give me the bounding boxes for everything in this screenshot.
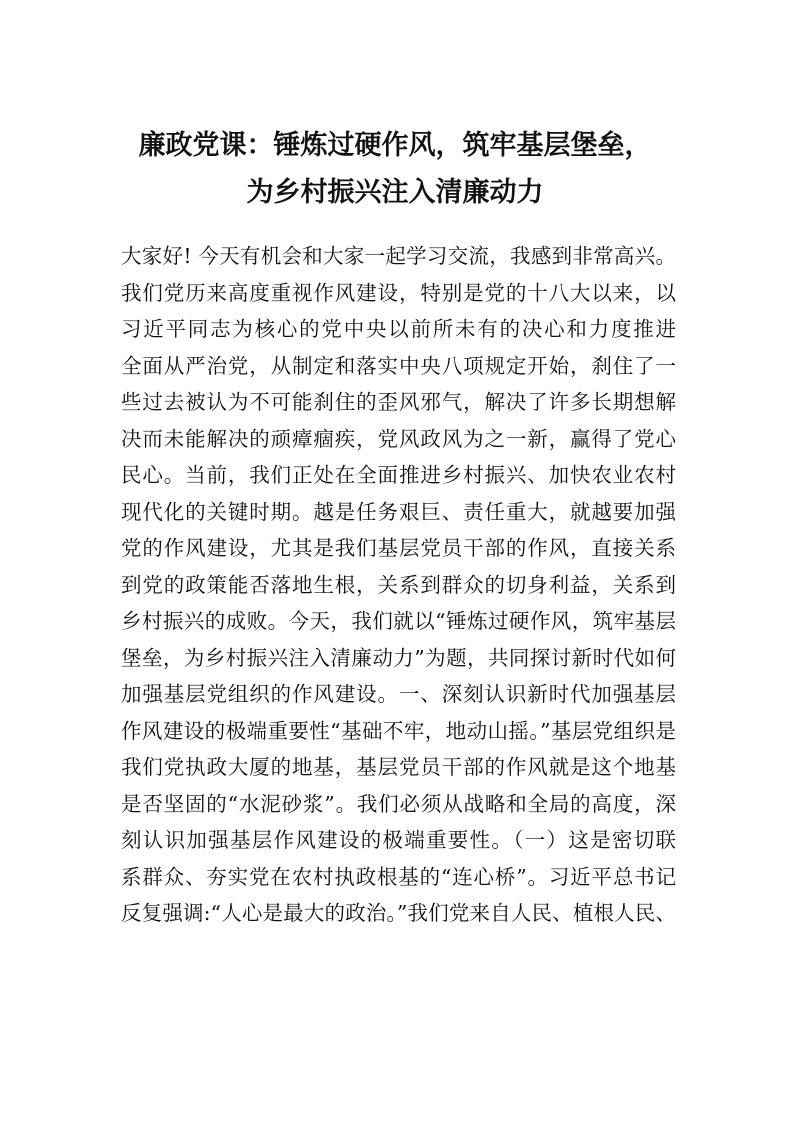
document-title-line-1: 廉政党课：锤炼过硬作风，筑牢基层堡垒， (138, 130, 652, 161)
body-line: 我们党执政大厦的地基，基层党员干部的作风就是这个地基 (121, 755, 676, 779)
document-title-line-2: 为乡村振兴注入清廉动力 (246, 177, 544, 208)
body-line: 习近平同志为核心的党中央以前所未有的决心和力度推进 (121, 317, 676, 341)
body-line: 决而未能解决的顽瘴痼疾，党风政风为之一新，赢得了党心 (121, 426, 676, 451)
body-line: 刻认识加强基层作风建设的极端重要性。（一）这是密切联 (121, 828, 676, 852)
body-line: 民心。当前，我们正处在全面推进乡村振兴、加快农业农村 (121, 463, 676, 487)
body-line: 系群众、夯实党在农村执政根基的“连心桥”。习近平总书记 (121, 864, 676, 889)
body-line: 些过去被认为不可能刹住的歪风邪气，解决了许多长期想解 (121, 390, 676, 414)
body-paragraph (121, 238, 676, 932)
body-line: 到党的政策能否落地生根，关系到群众的切身利益，关系到 (121, 572, 676, 597)
body-line: 大家好! 今天有机会和大家一起学习交流，我感到非常高兴。 (121, 244, 676, 268)
body-line: 加强基层党组织的作风建设。一、深刻认识新时代加强基层 (121, 682, 676, 706)
body-line: 现代化的关键时期。越是任务艰巨、责任重大，就越要加强 (121, 499, 676, 524)
body-line: 乡村振兴的成败。今天，我们就以“锤炼过硬作风，筑牢基层 (121, 609, 676, 633)
body-line: 党的作风建设，尤其是我们基层党员干部的作风，直接关系 (121, 536, 676, 560)
body-line: 反复强调:“人心是最大的政治。”我们党来自人民、植根人民、 (121, 901, 676, 925)
body-line: 堡垒，为乡村振兴注入清廉动力”为题，共同探讨新时代如何 (121, 645, 676, 670)
body-line: 作风建设的极端重要性“基础不牢，地动山摇。”基层党组织是 (121, 718, 676, 743)
body-line: 我们党历来高度重视作风建设，特别是党的十八大以来，以 (121, 280, 676, 305)
body-line: 是否坚固的“水泥砂浆”。我们必须从战略和全局的高度，深 (121, 791, 676, 816)
body-line: 全面从严治党，从制定和落实中央八项规定开始，刹住了一 (121, 353, 676, 378)
